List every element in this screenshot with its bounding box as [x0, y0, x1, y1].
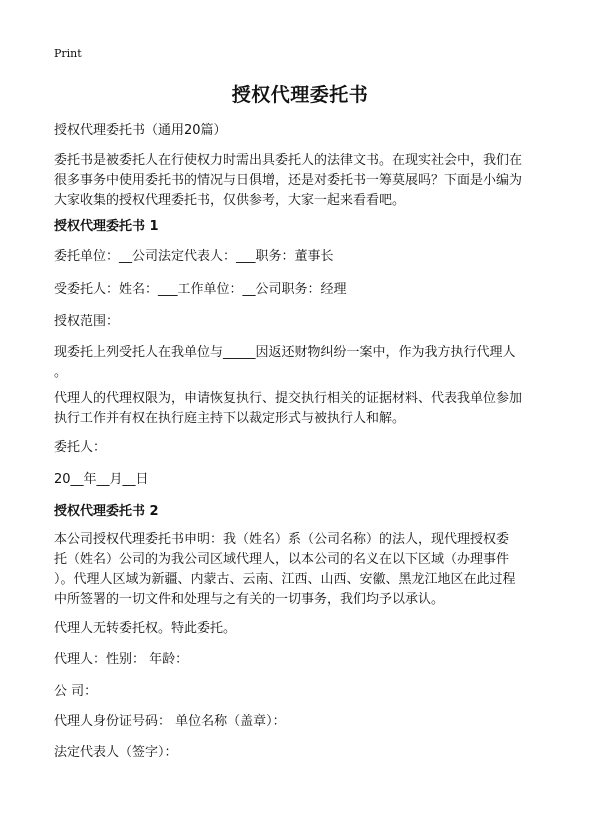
authority-line: 执行工作并有权在执行庭主持下以裁定形式与被执行人和解。	[54, 411, 406, 426]
subtitle-text: 授权代理委托书（通用20篇）	[54, 123, 227, 138]
principal-line	[54, 247, 554, 267]
company-line	[54, 682, 554, 702]
statement-line: 本公司授权代理委托书申明：我（姓名）系（公司名称）的法人，现代理授权委	[54, 532, 510, 547]
scope-line: 。	[54, 365, 68, 380]
statement-line: 中所签署的一切文件和处理与之有关的一切事务，我们均予以承认。	[54, 592, 445, 607]
section-heading-text: 授权代理委托书 1	[54, 219, 159, 234]
id-line	[54, 712, 554, 732]
date-text: 20__年__月__日	[54, 472, 149, 487]
no-transfer-line	[54, 619, 554, 639]
section-heading-1	[54, 217, 554, 237]
agent-info-line	[54, 650, 554, 670]
section-heading-2	[54, 502, 554, 522]
agent-line	[54, 280, 554, 300]
scope-paragraph	[54, 343, 554, 383]
agent-text: 受委托人：姓名：___工作单位：__公司职务：经理	[54, 282, 347, 297]
agent-info-text: 代理人：性别： 年龄：	[54, 652, 189, 667]
company-text: 公 司：	[54, 684, 98, 699]
intro-line: 委托书是被委托人在行使权力时需出具委托人的法律文书。在现实社会中，我们在	[54, 153, 523, 168]
section-heading-text: 授权代理委托书 2	[54, 504, 159, 519]
authority-line: 代理人的代理权限为，申请恢复执行、提交执行相关的证据材料、代表我单位参加	[54, 391, 523, 406]
date-line	[54, 470, 554, 490]
scope-label	[54, 312, 554, 332]
scope-line: 现委托上列受托人在我单位与_____因返还财物纠纷一案中，作为我方执行代理人	[54, 345, 516, 360]
principal-text: 委托单位：__公司法定代表人：___职务：董事长	[54, 249, 334, 264]
intro-line: 大家收集的授权代理委托书，仅供参考，大家一起来看看吧。	[54, 193, 406, 208]
signer-label	[54, 438, 554, 458]
intro-line: 很多事务中使用委托书的情况与日俱增，还是对委托书一筹莫展吗？下面是小编为	[54, 173, 523, 188]
page-title: 授权代理委托书	[231, 84, 369, 106]
no-transfer-text: 代理人无转委托权。特此委托。	[54, 621, 237, 636]
statement-line: ）。代理人区域为新疆、内蒙古、云南、江西、山西、安徽、黑龙江地区在此过程	[54, 572, 516, 587]
intro-paragraph	[54, 151, 554, 211]
document-subtitle	[54, 121, 554, 141]
statement-paragraph	[54, 530, 554, 610]
legal-rep-text: 法定代表人（签字）：	[54, 745, 178, 760]
print-link[interactable]: Print	[54, 47, 82, 60]
id-text: 代理人身份证号码： 单位名称（盖章）：	[54, 714, 286, 729]
scope-label-text: 授权范围：	[54, 314, 120, 329]
authority-paragraph	[54, 389, 554, 429]
legal-rep-line	[54, 743, 554, 763]
statement-line: 托（姓名）公司的为我公司区域代理人，以本公司的名义在以下区域（办理事件	[54, 552, 510, 567]
signer-label-text: 委托人：	[54, 440, 107, 455]
